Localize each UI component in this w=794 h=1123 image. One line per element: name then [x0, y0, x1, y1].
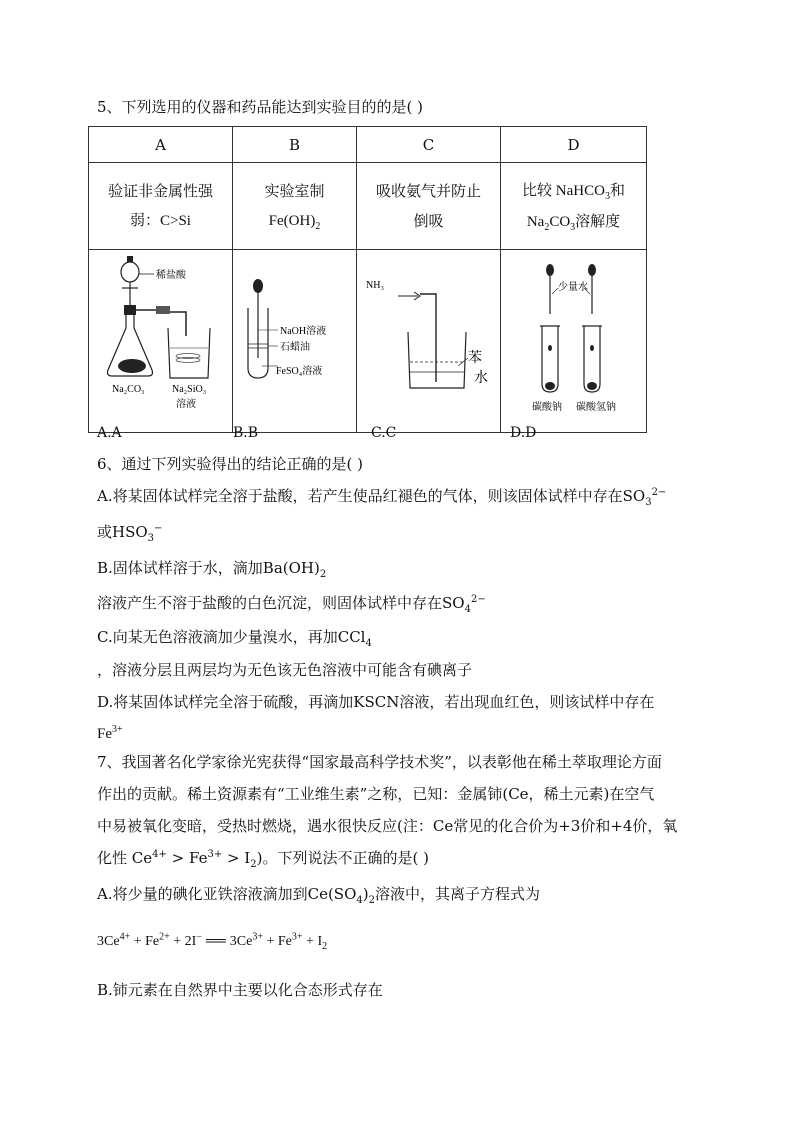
options-table — [88, 126, 647, 433]
cell-a-line2: 弱：C>Si — [130, 213, 191, 229]
label-water: 水 — [474, 370, 488, 386]
q7-stem-line4: 化性 $Ce^{4+} > Fe^{3+} > I_2$)。下列说法不正确的是( ) — [97, 849, 429, 870]
header-c: C — [357, 127, 501, 163]
apparatus-c-diagram — [358, 250, 499, 428]
label-feso4: FeSO₄溶液 — [276, 366, 323, 377]
q6-option-d-line2: $Fe^{3+}$ — [97, 724, 123, 742]
q6-option-b-line1: B.固体试样溶于水，滴加$Ba(OH)_2$ — [97, 559, 327, 580]
cell-b-line2: $Fe(OH)_2$ — [268, 213, 321, 232]
label-little-water: 少量水 — [558, 282, 588, 293]
q6-option-b-line2: 溶液产生不溶于盐酸的白色沉淀，则固体试样中存在$SO_4^{2-}$ — [97, 594, 486, 615]
cell-c-line1: 吸收氨气并防止 — [375, 182, 481, 200]
apparatus-d-diagram — [502, 250, 645, 428]
header-d: D — [501, 127, 647, 163]
q7-stem-line2: 作出的贡献。稀土资源素有“工业维生素”之称，已知：金属铈(Ce，稀土元素)在空气 — [97, 785, 655, 803]
label-benzene: 苯 — [468, 350, 482, 366]
answer-a: A.A — [97, 425, 122, 441]
label-naoh: NaOH溶液 — [280, 326, 327, 337]
label-dilute-hcl: 稀盐酸 — [156, 270, 186, 281]
q7-stem-line3: 中易被氧化变暗，受热时燃烧，遇水很快反应(注：Ce常见的化合价为+3价和+4价，氧 — [97, 817, 678, 835]
figure-c — [357, 250, 501, 433]
q7-option-b: B.铈元素在自然界中主要以化合态形式存在 — [97, 981, 383, 999]
cell-d-line1: 比较 NaHCO$_3$和 — [522, 181, 625, 202]
cell-b-line1: 实验室制 — [264, 182, 325, 200]
q5-stem: 5、下列选用的仪器和药品能达到实验目的的是( ) — [97, 98, 424, 116]
q7-stem-line1: 7、我国著名化学家徐光宪获得“国家最高科学技术奖”，以表彰他在稀土萃取理论方面 — [97, 753, 662, 771]
cell-c-line2: 倒吸 — [413, 212, 444, 230]
header-a: A — [89, 127, 233, 163]
label-solution: 溶液 — [176, 399, 196, 410]
label-nh3: NH₃ — [366, 280, 384, 291]
figure-d — [501, 250, 647, 433]
q6-option-d-line1: D.将某固体试样完全溶于硫酸，再滴加KSCN溶液，若出现血红色，则该试样中存在 — [97, 693, 655, 711]
q6-option-c-line1: C.向某无色溶液滴加少量溴水，再加CCl$_4$ — [97, 628, 372, 649]
label-na2co3: Na₂CO₃ — [112, 384, 145, 395]
apparatus-b-diagram — [234, 250, 355, 428]
cell-d-desc — [501, 163, 647, 250]
label-na2sio3: Na₂SiO₃ — [172, 384, 207, 395]
answer-d: D.D — [510, 425, 537, 441]
q6-option-a-line1: A.将某固体试样完全溶于盐酸，若产生使品红褪色的气体，则该固体试样中存在$SO_3^{2-}$ — [97, 487, 667, 508]
q6-stem: 6、通过下列实验得出的结论正确的是( ) — [97, 455, 364, 473]
figure-a — [89, 250, 233, 433]
answer-c: C.C — [371, 425, 397, 441]
cell-a-desc — [89, 163, 233, 250]
label-paraffin: 石蜡油 — [280, 342, 310, 353]
answer-b: B.B — [233, 425, 259, 441]
q6-option-a-line2: 或$HSO_3^-$ — [97, 523, 163, 544]
q6-option-c-line2: ，溶液分层且两层均为无色该无色溶液中可能含有碘离子 — [97, 661, 473, 679]
cell-d-line2: $Na_2CO_3$溶解度 — [526, 212, 621, 233]
header-b: B — [233, 127, 357, 163]
cell-c-desc — [357, 163, 501, 250]
figure-b — [233, 250, 357, 433]
label-sodium-carbonate: 碳酸钠 — [532, 402, 562, 413]
q7-equation: $3Ce^{4+} + Fe^{2+} + 2I^-$ ══ $3Ce^{3+} + Fe^{3+} + I_2$ — [97, 931, 328, 952]
q7-option-a: A.将少量的碘化亚铁溶液滴加到$Ce(SO_4)_2$溶液中，其离子方程式为 — [97, 885, 541, 906]
apparatus-a-diagram — [90, 250, 231, 428]
cell-b-desc — [233, 163, 357, 250]
cell-a-line1: 验证非金属性强 — [107, 182, 213, 200]
label-sodium-bicarbonate: 碳酸氢钠 — [576, 402, 616, 413]
